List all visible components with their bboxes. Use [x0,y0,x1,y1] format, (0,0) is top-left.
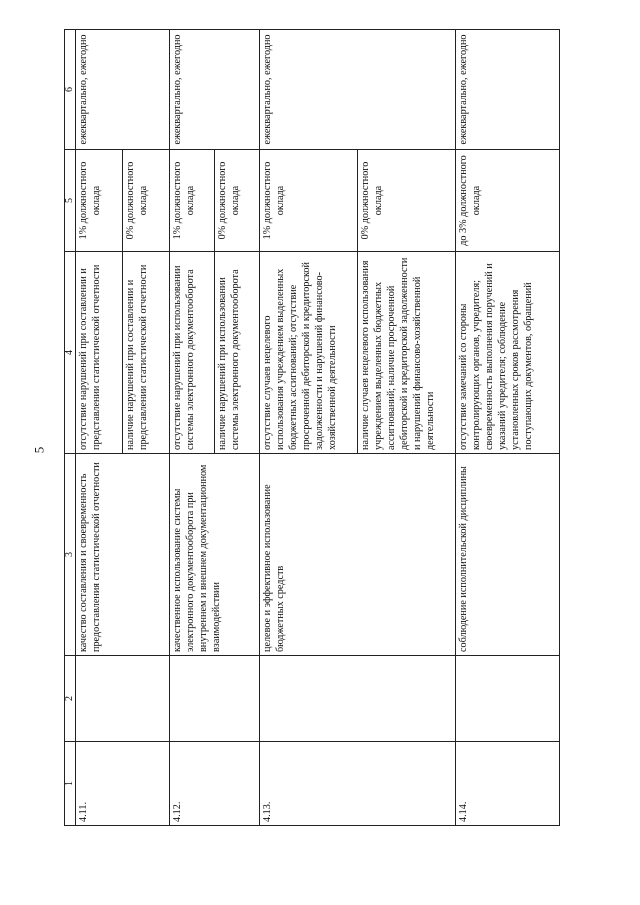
blank-cell [456,656,560,742]
payment-amount: 1% должностного оклада [170,150,215,252]
frequency: ежеквартально, ежегодно [260,30,456,150]
col-header-5: 5 [65,150,76,252]
col-header-4: 4 [65,252,76,454]
page-number: 5 [31,446,47,454]
rotated-table-container [64,30,618,826]
frequency: ежеквартально, ежегодно [76,30,170,150]
blank-cell [170,656,260,742]
col-header-1: 1 [65,742,76,826]
payment-amount: до 3% должностного оклада [456,150,560,252]
payment-amount: 0% должностного оклада [123,150,170,252]
col-header-2: 2 [65,656,76,742]
table-row [76,30,123,826]
criterion-text: наличие нарушений при использовании системы электронного документооборота [215,252,260,454]
payment-amount: 1% должностного оклада [76,150,123,252]
payment-amount: 1% должностного оклада [260,150,358,252]
criterion-text: отсутствие нарушений при использовании системы электронного документооборота [170,252,215,454]
payment-amount: 0% должностного оклада [358,150,456,252]
blank-cell [76,656,170,742]
row-number: 4.14. [456,742,560,826]
criterion-name: качественное использование системы электронного документооборота при внутреннем и внешнем документационном взаимодействии [170,454,260,656]
col-header-6: 6 [65,30,76,150]
row-number: 4.12. [170,742,260,826]
criterion-text: отсутствие случаев нецелевого использования учреждением выделенных бюджетных ассигнований; отсутствие просроченной дебиторской и кредиторской задолженности и нарушений финансово-хозяйственной деятельности [260,252,358,454]
criterion-text: наличие случаев нецелевого использования учреждением выделенных бюджетных ассигнований; наличие просроченной дебиторской и кредиторской задолженности и нарушений финансово-хозяйственной деятельности [358,252,456,454]
criterion-name: целевое и эффективное использование бюджетных средств [260,454,456,656]
payment-amount: 0% должностного оклада [215,150,260,252]
table-row [260,30,358,826]
blank-cell [260,656,456,742]
criterion-text: наличие нарушений при составлении и представлении статистической отчетности [123,252,170,454]
row-number: 4.13. [260,742,456,826]
col-header-3: 3 [65,454,76,656]
criterion-text: отсутствие нарушений при составлении и представлении статистической отчетности [76,252,123,454]
header-row [65,30,76,826]
criterion-name: соблюдение исполнительской дисциплины [456,454,560,656]
frequency: ежеквартально, ежегодно [170,30,260,150]
table-row [456,30,560,826]
row-number: 4.11. [76,742,170,826]
table-row [170,30,215,826]
frequency: ежеквартально, ежегодно [456,30,560,150]
criterion-name: качество составления и своевременность предоставления статистической отчетности [76,454,170,656]
criterion-text: отсутствие замечаний со стороны контролирующих органов, учредителя; своевременность выполнения поручений и указаний учредителя; соблюдение установленных сроков рассмотрения поступающих документов, обращений [456,252,560,454]
criteria-table [64,29,560,826]
